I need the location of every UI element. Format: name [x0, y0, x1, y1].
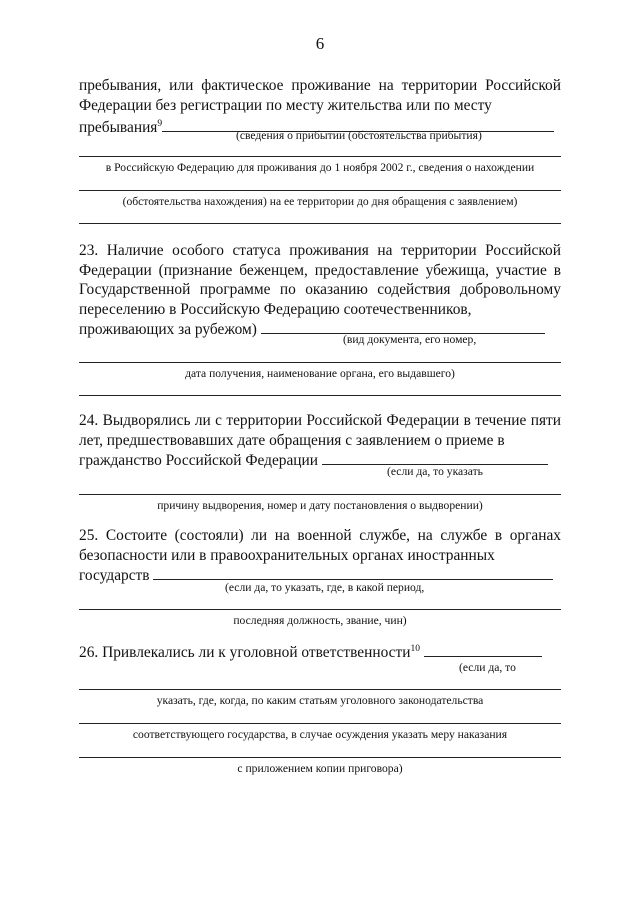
- item-24-fill-line[interactable]: [322, 450, 548, 465]
- item-26-fill-line[interactable]: [424, 642, 542, 657]
- item-25-hint-1: (если да, то указать, где, в какой период,: [225, 581, 425, 594]
- item-23-text: 23. Наличие особого статуса проживания на территории Российской Федерации (признание беженцем, предоставление убежища, участие в Государственной программе по оказанию содействия добровольному переселению в Российскую Федерацию соотечественников,: [79, 242, 561, 318]
- item-25-tail: государств: [79, 567, 150, 584]
- item-26-hint-1: (если да, то: [459, 661, 516, 674]
- footnote-9: 9: [157, 119, 163, 129]
- item-24-line-1[interactable]: [79, 494, 561, 495]
- item-25-fill-line[interactable]: [153, 565, 553, 580]
- item-23-line-1[interactable]: [79, 362, 561, 363]
- item-26-line-2[interactable]: [79, 723, 561, 724]
- item-24-hint-1: (если да, то указать: [387, 465, 483, 478]
- item-26-paragraph: [79, 640, 561, 663]
- intro-line-2[interactable]: [79, 190, 561, 191]
- item-23-fill-line[interactable]: [261, 319, 545, 334]
- item-25-line-1[interactable]: [79, 609, 561, 610]
- page-number: 6: [315, 34, 325, 53]
- intro-hint-2: в Российскую Федерацию для проживания до 1 ноября 2002 г., сведения о нахождении: [105, 161, 535, 174]
- item-25-text: 25. Состоите (состояли) ли на военной службе, на службе в органах безопасности или в правоохранительных органах иностранных: [79, 527, 561, 564]
- item-26-hint-3: соответствующего государства, в случае осуждения указать меру наказания: [132, 728, 508, 741]
- item-26-hint-4: с приложением копии приговора): [237, 762, 403, 775]
- intro-line-3[interactable]: [79, 223, 561, 224]
- item-25-hint-2: последняя должность, звание, чин): [233, 614, 407, 627]
- footnote-10: 10: [410, 644, 420, 654]
- intro-text: пребывания, или фактическое проживание на территории Российской Федерации без регистрации по месту жительства или по месту: [79, 77, 561, 114]
- item-24-text: 24. Выдворялись ли с территории Российской Федерации в течение пяти лет, предшествовавших дате обращения с заявлением о приеме в: [79, 412, 561, 449]
- item-23-hint-1: (вид документа, его номер,: [343, 333, 477, 346]
- item-24-tail: гражданство Российской Федерации: [79, 452, 319, 469]
- item-24-hint-2: причину выдворения, номер и дату постановления о выдворении): [157, 499, 483, 512]
- item-26-line-3[interactable]: [79, 757, 561, 758]
- item-26-line-1[interactable]: [79, 689, 561, 690]
- item-23-hint-2: дата получения, наименование органа, его выдавшего): [185, 367, 455, 380]
- item-23-tail: проживающих за рубежом): [79, 321, 257, 338]
- item-23-line-2[interactable]: [79, 395, 561, 396]
- intro-line-1[interactable]: [79, 156, 561, 157]
- item-25-paragraph: [79, 526, 561, 586]
- intro-hint-1: (сведения о прибытии (обстоятельства прибытия): [236, 129, 482, 142]
- intro-tail: пребывания$^9$: [79, 119, 163, 136]
- intro-hint-3: (обстоятельства нахождения) на ее территории до дня обращения с заявлением): [122, 195, 518, 208]
- item-24-paragraph: [79, 411, 561, 471]
- item-23-paragraph: [79, 241, 561, 340]
- item-26-tail: 26. Привлекались ли к уголовной ответственности$^{10}$: [79, 644, 420, 661]
- item-26-hint-2: указать, где, когда, по каким статьям уголовного законодательства: [156, 694, 484, 707]
